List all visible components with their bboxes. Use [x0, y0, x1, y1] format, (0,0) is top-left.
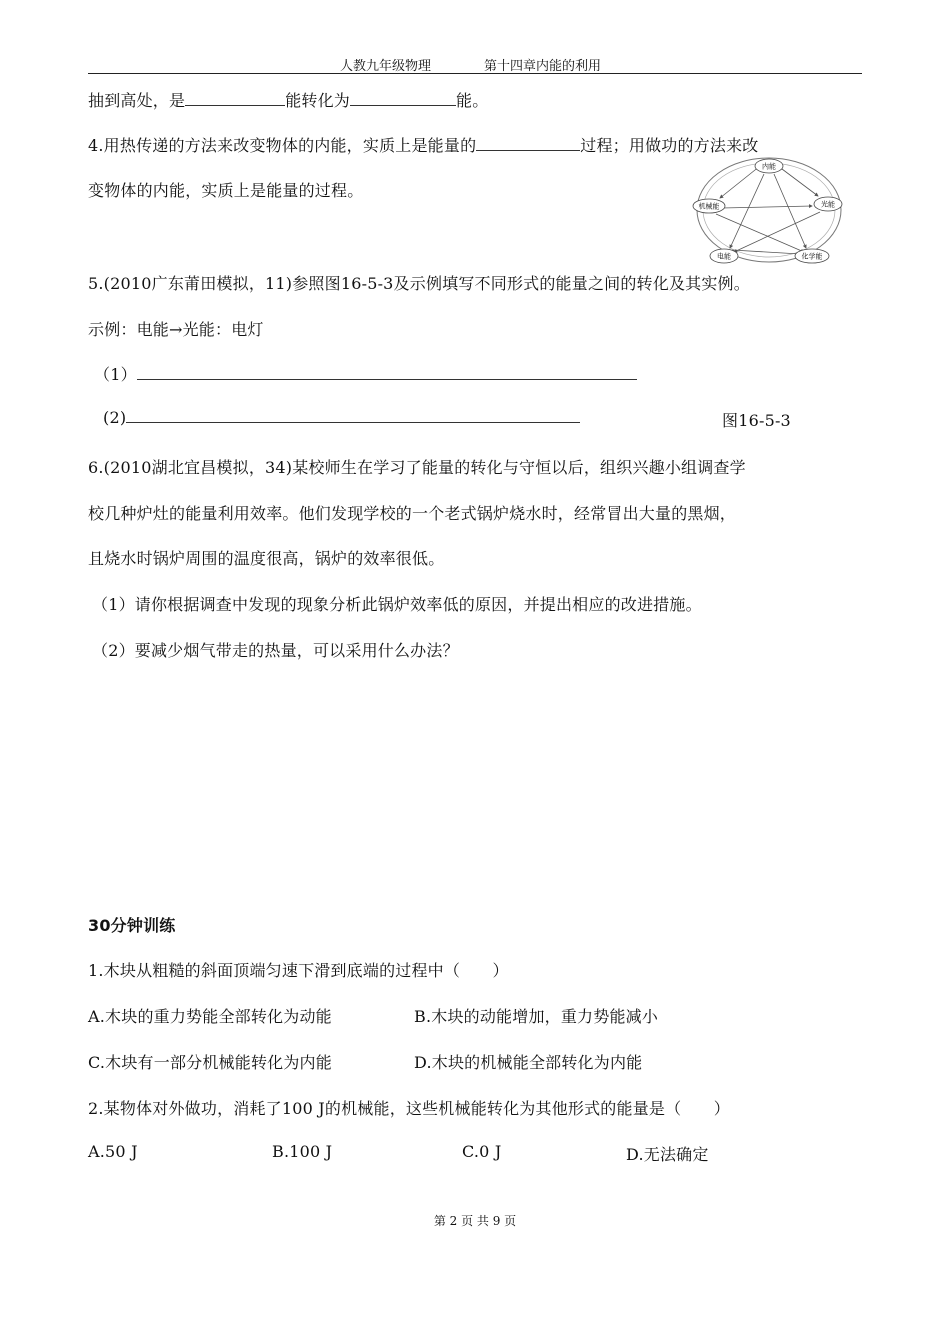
mc1-stem: 1.木块从粗糙的斜面顶端匀速下滑到底端的过程中（ ）	[88, 961, 509, 980]
node-dianneng	[710, 249, 738, 263]
svg-text:机械能: 机械能	[698, 202, 720, 211]
mc1-option-d: D.木块的机械能全部转化为内能	[414, 1053, 643, 1072]
mc2-option-c: C.0 J	[462, 1142, 502, 1161]
svg-text:电能: 电能	[717, 252, 731, 261]
q4-line2: 变物体的内能，实质上是能量的过程。	[88, 181, 364, 200]
node-guangneng	[814, 197, 842, 211]
diagram-arrows	[716, 166, 820, 254]
mc2-stem: 2.某物体对外做功，消耗了100 J的机械能，这些机械能转化为其他形式的能量是（ ）	[88, 1099, 730, 1118]
q6-line3: 且烧水时锅炉周围的温度很高，锅炉的效率很低。	[88, 549, 445, 568]
header-book: 人教九年级物理	[340, 59, 432, 74]
mc1-option-c: C.木块有一部分机械能转化为内能	[88, 1053, 332, 1072]
energy-conversion-diagram	[692, 152, 846, 268]
node-neineng	[755, 159, 783, 173]
q5-sub2-label: (2)	[103, 408, 127, 427]
q6-line1: 6.(2010湖北宜昌模拟，34)某校师生在学习了能量的转化与守恒以后，组织兴趣小组调查学	[88, 458, 746, 477]
q3-blank-2	[350, 91, 456, 106]
svg-text:化学能: 化学能	[801, 252, 823, 261]
mc1-option-a: A.木块的重力势能全部转化为动能	[88, 1007, 332, 1026]
mc2-option-a: A.50 J	[88, 1142, 138, 1161]
q6-sub2: （2）要减少烟气带走的热量，可以采用什么办法？	[92, 641, 459, 660]
mc2-option-b: B.100 J	[272, 1142, 333, 1161]
figure-caption: 图16-5-3	[722, 411, 791, 430]
svg-text:光能: 光能	[821, 200, 835, 209]
q5-sub1-blank	[137, 365, 637, 380]
q3-tail	[88, 88, 488, 111]
q4-text-b: 过程；用做功的方法来改	[580, 136, 759, 155]
q5-sub2	[103, 408, 580, 427]
q6-line2: 校几种炉灶的能量利用效率。他们发现学校的一个老式锅炉烧水时，经常冒出大量的黑烟，	[88, 504, 737, 523]
node-huaxueneng	[795, 249, 829, 263]
page-footer: 第 2 页 共 9 页	[433, 1214, 517, 1228]
q4-line1	[88, 133, 758, 156]
q4-blank	[476, 136, 580, 151]
node-jixieneng	[693, 199, 725, 213]
mc2-option-d: D.无法确定	[626, 1145, 709, 1164]
q3-text-1: 抽到高处，是	[88, 91, 186, 110]
q5-sub1-label: （1）	[94, 365, 137, 384]
svg-text:内能: 内能	[762, 162, 776, 171]
section-title: 30分钟训练	[88, 916, 176, 935]
header-chapter: 第十四章内能的利用	[484, 59, 602, 74]
q3-blank-1	[185, 91, 285, 106]
q3-text-2: 能转化为	[285, 91, 351, 110]
q5-sub2-blank	[126, 408, 580, 423]
q4-text-a: 4.用热传递的方法来改变物体的内能，实质上是能量的	[88, 136, 477, 155]
q5-sub1	[94, 362, 637, 385]
q6-sub1: （1）请你根据调查中发现的现象分析此锅炉效率低的原因，并提出相应的改进措施。	[92, 595, 702, 614]
q5-example: 示例：电能→光能：电灯	[88, 320, 264, 339]
q5-line1: 5.(2010广东莆田模拟，11)参照图16-5-3及示例填写不同形式的能量之间的转化及其实例。	[88, 274, 750, 293]
mc1-option-b: B.木块的动能增加，重力势能减小	[414, 1007, 659, 1026]
header-rule	[88, 73, 862, 74]
q3-text-3: 能。	[456, 91, 489, 110]
